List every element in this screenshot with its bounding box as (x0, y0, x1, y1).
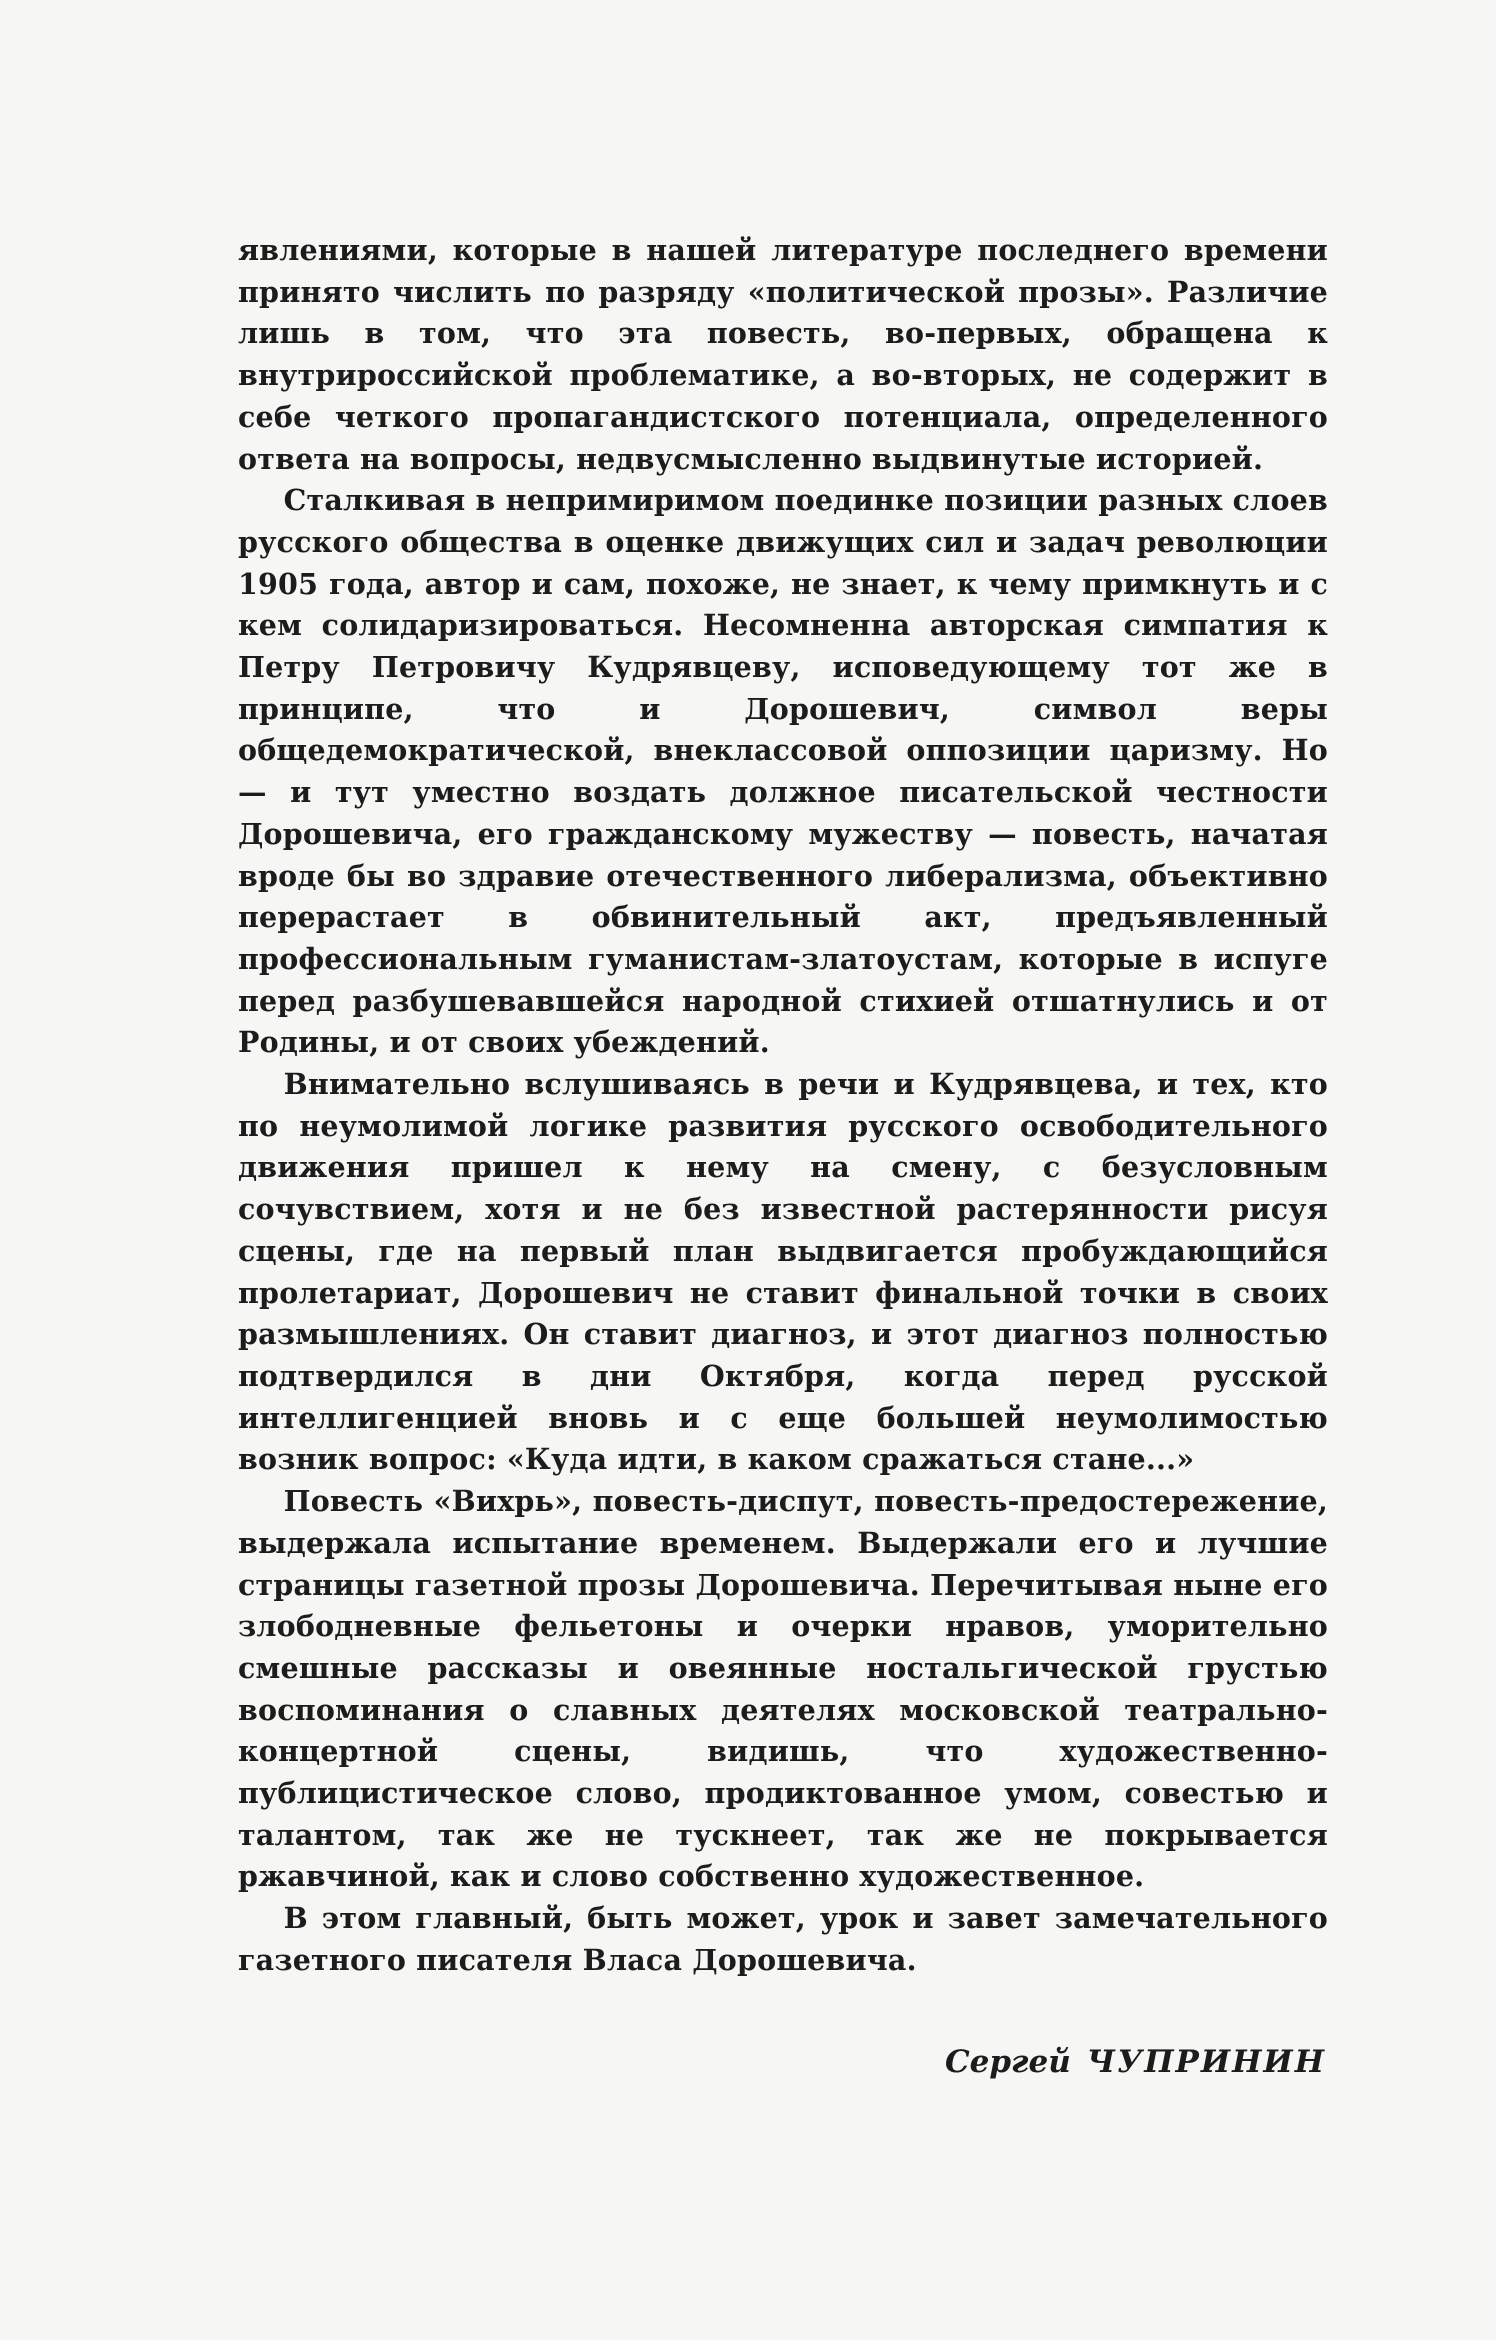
paragraph-4: Повесть «Вихрь», повесть-диспут, повесть-предостережение, выдержала испытание временем. Выдержали его и лучшие страницы газетной прозы Дорошевича. Перечитывая ныне его злободневные фельетоны и очерки нравов, уморительно смешные рассказы и овеянные ностальгической грустью воспоминания о славных деятелях московской театрально-концертной сцены, видишь, что художественно-публицистическое слово, продиктованное умом, совестью и талантом, так же не тускнеет, так же не покрывается ржавчиной, как и слово собственно художественное. (238, 1484, 1328, 1894)
paragraph-2: Сталкивая в непримиримом поединке позиции разных слоев русского общества в оценке движущих сил и задач революции 1905 года, автор и сам, похоже, не знает, к чему примкнуть и с кем солидаризироваться. Несомненна авторская симпатия к Петру Петровичу Кудрявцеву, исповедующему тот же в принципе, что и Дорошевич, символ веры общедемократической, внеклассовой оппозиции царизму. Но — и тут уместно воздать должное писательской честности Дорошевича, его гражданскому мужеству — повесть, начатая вроде бы во здравие отечественного либерализма, объективно перерастает в обвинительный акт, предъявленный профессиональным гуманистам-златоустам, которые в испуге перед разбушевавшейся народной стихией отшатнулись и от Родины, и от своих убеждений. (238, 483, 1328, 1060)
paragraph-5: В этом главный, быть может, урок и завет замечательного газетного писателя Власа Дорошевича. (238, 1901, 1328, 1977)
paragraph-3: Внимательно вслушиваясь в речи и Кудрявцева, и тех, кто по неумолимой логике развития русского освободительного движения пришел к нему на смену, с безусловным сочувствием, хотя и не без известной растерянности рисуя сцены, где на первый план выдвигается пробуждающийся пролетариат, Дорошевич не ставит финальной точки в своих размышлениях. Он ставит диагноз, и этот диагноз полностью подтвердился в дни Октября, когда перед русской интеллигенцией вновь и с еще большей неумолимостью возник вопрос: «Куда идти, в каком сражаться стане...» (238, 1067, 1328, 1477)
author-signature (945, 2044, 1326, 2080)
author-last-name: ЧУПРИНИН (1086, 2044, 1326, 2080)
body-text (238, 230, 1328, 1982)
author-first-name: Сергей (944, 2044, 1071, 2080)
paragraph-1: явлениями, которые в нашей литературе последнего времени принято числить по разряду «политической прозы». Различие лишь в том, что эта повесть, во-первых, обращена к внутрироссийской проблематике, а во-вторых, не содержит в себе четкого пропагандистского потенциала, определенного ответа на вопросы, недвусмысленно выдвинутые историей. (238, 233, 1328, 476)
